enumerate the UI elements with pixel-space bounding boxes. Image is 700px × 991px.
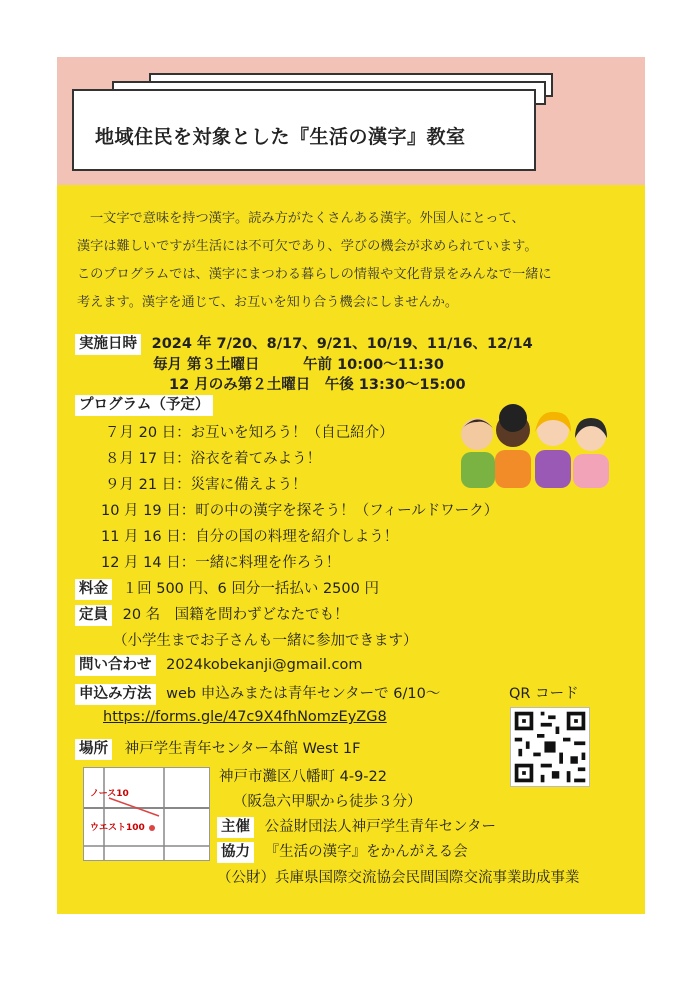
- access-map: [83, 767, 210, 861]
- program-item: ８月 17 日：浴衣を着てみよう！: [105, 451, 322, 467]
- schedule-row: [75, 332, 533, 355]
- fee-label: 料金: [75, 579, 112, 600]
- person-4: [573, 418, 609, 488]
- program-item: 10 月 19 日：町の中の漢字を探そう！（フィールドワーク）: [101, 503, 499, 519]
- program-item: ９月 21 日：災害に備えよう！: [105, 477, 307, 493]
- place-address: 神戸市灘区八幡町 4-9-22: [219, 769, 387, 785]
- qr-code[interactable]: [510, 707, 590, 787]
- map-label-west: ウエスト100: [90, 823, 145, 833]
- place-label: 場所: [75, 739, 112, 760]
- fee-row: [75, 577, 379, 600]
- apply-url-link[interactable]: https://forms.gle/47c9X4fhNomzEyZG8: [103, 709, 387, 725]
- organizer-text: 公益財団法人神戸学生青年センター: [264, 819, 497, 835]
- map-destination-marker: [149, 825, 155, 831]
- place-text: 神戸学生青年センター本館 West 1F: [124, 741, 361, 757]
- cooperation-row: [217, 840, 468, 863]
- grant-text: （公財）兵庫県国際交流協会民間国際交流事業助成事業: [217, 870, 580, 886]
- capacity-label: 定員: [75, 605, 112, 626]
- fee-text: １回 500 円、6 回分一括払い 2500 円: [122, 581, 379, 597]
- apply-text: web 申込みまたは青年センターで 6/10～: [166, 686, 441, 702]
- page-title: 地域住民を対象とした『生活の漢字』教室: [95, 126, 466, 148]
- cooperation-label: 協力: [217, 842, 254, 863]
- intro-line: 一文字で意味を持つ漢字。読み方がたくさんある漢字。外国人にとって、: [90, 211, 525, 226]
- organizer-row: [217, 815, 496, 838]
- header-band: [57, 57, 645, 185]
- intro-line: 漢字は難しいですが生活には不可欠であり、学びの機会が求められています。: [77, 239, 538, 254]
- intro-line: このプログラムでは、漢字にまつわる暮らしの情報や文化背景をみんなで一緒に: [77, 267, 552, 282]
- program-item: 12 月 14 日：一緒に料理を作ろう！: [101, 555, 341, 571]
- organizer-label: 主催: [217, 817, 254, 838]
- people-illustration: [455, 402, 615, 488]
- place-row: [75, 737, 360, 760]
- schedule-dates: 2024 年 7/20、8/17、9/21、10/19、11/16、12/14: [151, 336, 533, 352]
- capacity-note: （小学生までお子さんも一緒に参加できます）: [113, 633, 418, 649]
- program-item: 11 月 16 日：自分の国の料理を紹介しよう！: [101, 529, 399, 545]
- flyer: [57, 57, 645, 914]
- schedule-line-2: 毎月 第３土曜日 午前 10:00～11:30: [153, 357, 444, 373]
- program-item: ７月 20 日：お互いを知ろう！（自己紹介）: [105, 425, 394, 441]
- schedule-line-3: 12 月のみ第２土曜日 午後 13:30～15:00: [169, 377, 466, 393]
- place-access: （阪急六甲駅から徒歩３分）: [233, 794, 422, 810]
- capacity-text: 20 名 国籍を問わずどなたでも！: [122, 607, 349, 623]
- qr-label: QR コード: [509, 686, 579, 702]
- contact-row: [75, 655, 363, 676]
- apply-row: [75, 682, 440, 705]
- person-2: [495, 404, 531, 488]
- person-3: [535, 412, 571, 488]
- contact-label: 問い合わせ: [75, 655, 156, 676]
- map-label-north: ノース10: [90, 789, 129, 799]
- contact-email[interactable]: 2024kobekanji@gmail.com: [166, 657, 363, 673]
- intro-line: 考えます。漢字を通じて、お互いを知り合う機会にしませんか。: [77, 295, 459, 310]
- cooperation-text: 『生活の漢字』をかんがえる会: [264, 844, 468, 860]
- apply-label: 申込み方法: [75, 684, 156, 705]
- capacity-row: [75, 603, 349, 626]
- intro-text: [77, 205, 627, 317]
- program-label: プログラム（予定）: [75, 395, 213, 416]
- program-heading: [75, 395, 213, 416]
- schedule-label: 実施日時: [75, 334, 141, 355]
- person-1: [461, 418, 495, 488]
